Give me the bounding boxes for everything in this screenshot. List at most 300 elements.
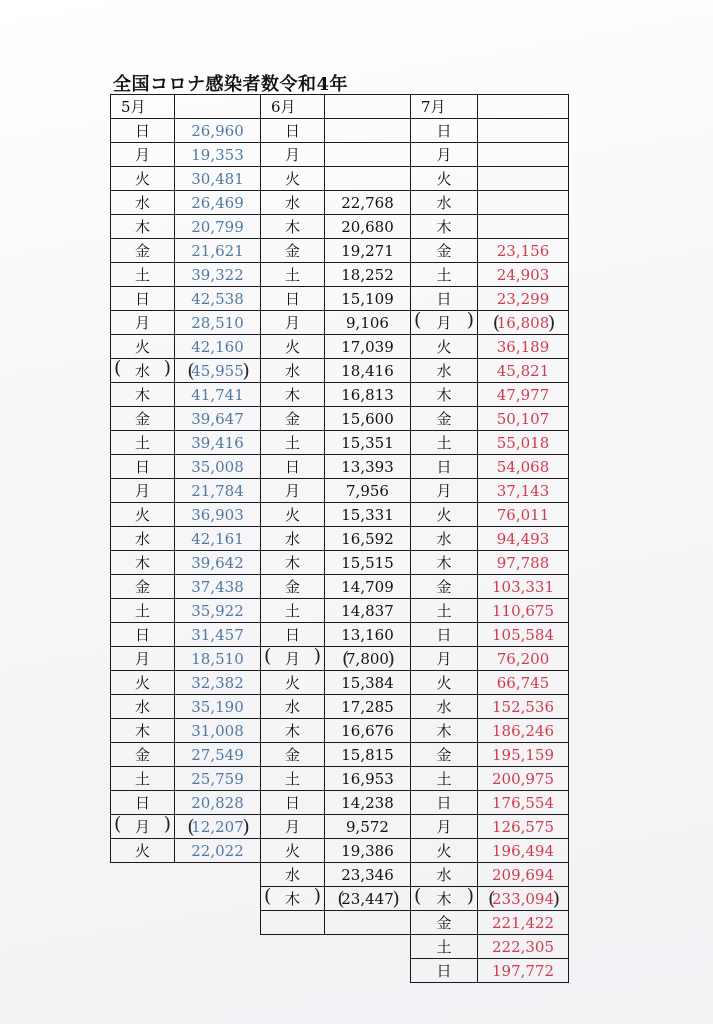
table-row [261, 191, 411, 215]
table-row [411, 503, 569, 527]
case-count-value: 222,305 [491, 937, 555, 956]
weekday-cell: 土 [261, 263, 325, 287]
case-count-value: 35,008 [191, 457, 244, 476]
weekday-cell: 日 [411, 119, 478, 143]
table-row [111, 263, 261, 287]
table-row [111, 815, 261, 839]
table-row [261, 743, 411, 767]
case-count-value: 16,953 [341, 769, 394, 788]
case-count-value: 39,416 [191, 433, 244, 452]
weekday-cell: 水 [111, 695, 175, 719]
weekday-cell: 日 [411, 287, 478, 311]
case-count-value: 41,741 [191, 385, 244, 404]
weekday-cell: 金 [411, 407, 478, 431]
table-row [111, 311, 261, 335]
table-row [411, 815, 569, 839]
case-count-cell [175, 743, 261, 767]
table-row [261, 383, 411, 407]
weekday-cell: 木 [111, 551, 175, 575]
table-row [111, 335, 261, 359]
case-count-cell [175, 263, 261, 287]
case-count-value: 9,572 [346, 817, 389, 836]
table-row [261, 791, 411, 815]
case-count-value: 152,536 [491, 697, 555, 716]
table-row [261, 863, 411, 887]
page-title: 全国コロナ感染者数令和4年 [113, 74, 349, 95]
weekday-cell: 金 [111, 743, 175, 767]
table-row [411, 551, 569, 575]
weekday-cell: 日 [411, 791, 478, 815]
case-count-value: 54,068 [496, 457, 550, 476]
table-row [411, 407, 569, 431]
case-count-value: 36,903 [191, 505, 244, 524]
case-count-cell [175, 527, 261, 551]
case-count-value: 186,246 [491, 721, 555, 740]
table-row [111, 479, 261, 503]
weekday-cell: 月 [261, 815, 325, 839]
case-count-cell [325, 767, 411, 791]
table-row [411, 119, 569, 143]
case-count-value: 105,584 [491, 625, 555, 644]
case-count-value: 110,675 [491, 601, 555, 620]
table-row [261, 215, 411, 239]
weekday-cell: ( 月 ) [411, 311, 478, 335]
table-row [411, 479, 569, 503]
table-row [411, 431, 569, 455]
case-count-value: 9,106 [346, 313, 389, 332]
case-count-value: 15,600 [341, 409, 394, 428]
case-count-cell [325, 791, 411, 815]
case-count-cell [325, 647, 411, 671]
july-header-row [411, 95, 569, 119]
case-count-value: 45,821 [496, 361, 550, 380]
case-count-cell [478, 263, 569, 287]
weekday-cell: 月 [411, 647, 478, 671]
weekday-cell: 月 [411, 143, 478, 167]
case-count-cell [478, 503, 569, 527]
table-row [261, 815, 411, 839]
case-count-cell [325, 527, 411, 551]
table-row [411, 767, 569, 791]
weekday-cell: 金 [111, 239, 175, 263]
case-count-value: 55,018 [496, 433, 550, 452]
table-row [111, 791, 261, 815]
weekday-cell: 土 [111, 767, 175, 791]
case-count-value: 14,238 [341, 793, 394, 812]
weekday-cell: 火 [111, 503, 175, 527]
case-count-value: 14,837 [341, 601, 394, 620]
case-count-value: 94,493 [496, 529, 550, 548]
weekday-cell: 土 [411, 767, 478, 791]
table-row [411, 215, 569, 239]
table-row [261, 839, 411, 863]
case-count-cell [478, 647, 569, 671]
case-count-value: 50,107 [496, 409, 550, 428]
table-row [411, 263, 569, 287]
case-count-cell [478, 719, 569, 743]
case-count-value: 23,346 [341, 865, 394, 884]
case-count-cell [175, 815, 261, 839]
case-count-value: 31,457 [191, 625, 244, 644]
case-count-cell [325, 575, 411, 599]
case-count-value: 19,353 [191, 145, 244, 164]
case-count-value: 37,143 [496, 481, 550, 500]
case-count-cell [325, 863, 411, 887]
case-count-cell [325, 431, 411, 455]
table-row [111, 599, 261, 623]
table-row [411, 623, 569, 647]
case-count-cell [478, 743, 569, 767]
case-count-cell [325, 287, 411, 311]
weekday-cell: ( 木 ) [411, 887, 478, 911]
weekday-cell: 木 [261, 719, 325, 743]
table-row [411, 863, 569, 887]
weekday-cell: 金 [261, 575, 325, 599]
case-count-value: 36,189 [496, 337, 550, 356]
weekday-cell: 日 [111, 791, 175, 815]
case-count-value: 15,351 [341, 433, 394, 452]
weekday-cell: 日 [261, 791, 325, 815]
case-count-cell [478, 839, 569, 863]
case-count-value: ( 233,094 ) [492, 890, 554, 908]
table-row [411, 887, 569, 911]
case-count-cell [175, 239, 261, 263]
weekday-cell: 火 [111, 335, 175, 359]
table-row [111, 623, 261, 647]
case-count-value: ( 12,207 ) [191, 818, 244, 836]
weekday-cell: 金 [411, 743, 478, 767]
case-count-value: 25,759 [191, 769, 244, 788]
weekday-cell: 土 [411, 935, 478, 959]
table-row [411, 743, 569, 767]
case-count-cell [175, 431, 261, 455]
case-count-cell [325, 335, 411, 359]
table-row [411, 791, 569, 815]
case-count-cell [325, 191, 411, 215]
table-row [111, 455, 261, 479]
july-table [410, 94, 569, 983]
case-count-value: 15,331 [341, 505, 394, 524]
weekday-cell: 水 [111, 191, 175, 215]
weekday-cell [261, 911, 325, 935]
table-row [111, 839, 261, 863]
weekday-cell: 月 [411, 479, 478, 503]
case-count-value: 42,161 [191, 529, 244, 548]
case-count-value: 195,159 [491, 745, 555, 764]
case-count-cell [478, 383, 569, 407]
case-count-value: 35,190 [191, 697, 244, 716]
june-header-row [261, 95, 411, 119]
table-row [261, 479, 411, 503]
weekday-cell: 日 [261, 455, 325, 479]
case-count-cell [325, 887, 411, 911]
case-count-value: 35,922 [191, 601, 244, 620]
case-count-cell [175, 143, 261, 167]
weekday-cell: 火 [411, 503, 478, 527]
table-row [111, 431, 261, 455]
weekday-cell: 木 [411, 551, 478, 575]
case-count-cell [478, 455, 569, 479]
weekday-cell: 月 [111, 143, 175, 167]
weekday-cell: 木 [411, 383, 478, 407]
case-count-cell [175, 671, 261, 695]
case-count-value: 176,554 [491, 793, 555, 812]
weekday-cell: 水 [261, 359, 325, 383]
weekday-cell: 日 [411, 623, 478, 647]
case-count-value: 16,813 [341, 385, 394, 404]
case-count-value: ( 45,955 ) [191, 362, 244, 380]
case-count-value: 126,575 [491, 817, 555, 836]
weekday-cell: 土 [261, 431, 325, 455]
case-count-cell [175, 407, 261, 431]
table-row [261, 119, 411, 143]
case-count-cell [175, 359, 261, 383]
may-header-row [111, 95, 261, 119]
case-count-cell [478, 311, 569, 335]
table-row [411, 839, 569, 863]
case-count-value: 20,799 [191, 217, 244, 236]
table-row [261, 647, 411, 671]
case-count-cell [325, 815, 411, 839]
case-count-cell [175, 791, 261, 815]
case-count-cell [478, 815, 569, 839]
case-count-cell [325, 599, 411, 623]
case-count-value: 24,903 [496, 265, 550, 284]
weekday-cell: ( 月 ) [261, 647, 325, 671]
case-count-cell [175, 551, 261, 575]
table-row [411, 575, 569, 599]
case-count-cell [478, 239, 569, 263]
case-count-cell [478, 119, 569, 143]
may-table [110, 94, 261, 863]
table-row [411, 647, 569, 671]
case-count-cell [175, 839, 261, 863]
case-count-value: 18,416 [341, 361, 394, 380]
case-count-value: 47,977 [496, 385, 550, 404]
weekday-cell: 金 [111, 407, 175, 431]
june-table [260, 94, 411, 935]
weekday-cell: 土 [111, 263, 175, 287]
case-count-cell [325, 215, 411, 239]
table-row [411, 695, 569, 719]
weekday-cell: 金 [261, 239, 325, 263]
table-row [411, 311, 569, 335]
weekday-cell: 日 [261, 623, 325, 647]
case-count-value: 42,538 [191, 289, 244, 308]
case-count-value: 39,647 [191, 409, 244, 428]
case-count-cell [175, 167, 261, 191]
table-row [261, 287, 411, 311]
case-count-cell [478, 167, 569, 191]
weekday-cell: 水 [261, 191, 325, 215]
table-row [111, 719, 261, 743]
case-count-value: 15,515 [341, 553, 394, 572]
table-row [111, 671, 261, 695]
weekday-cell: 木 [111, 215, 175, 239]
weekday-cell: 土 [261, 599, 325, 623]
table-row [411, 191, 569, 215]
case-count-value: 76,200 [496, 649, 550, 668]
case-count-value: 221,422 [491, 913, 555, 932]
case-count-value: 22,768 [341, 193, 394, 212]
case-count-cell [478, 527, 569, 551]
july-header-label: 7月 [411, 95, 478, 119]
table-row [261, 671, 411, 695]
table-row [111, 503, 261, 527]
case-count-cell [325, 263, 411, 287]
weekday-cell: 日 [111, 119, 175, 143]
weekday-cell: 土 [411, 431, 478, 455]
weekday-cell: 水 [411, 191, 478, 215]
case-count-value: 37,438 [191, 577, 244, 596]
weekday-cell: 日 [261, 119, 325, 143]
case-count-cell [325, 551, 411, 575]
case-count-value: 200,975 [491, 769, 555, 788]
case-count-value: 17,285 [341, 697, 394, 716]
weekday-cell: 火 [411, 839, 478, 863]
case-count-cell [175, 767, 261, 791]
case-count-value: 97,788 [496, 553, 550, 572]
weekday-cell: 金 [261, 743, 325, 767]
case-count-cell [478, 911, 569, 935]
case-count-value: 23,156 [496, 241, 550, 260]
table-row [111, 695, 261, 719]
case-count-cell [325, 911, 411, 935]
case-count-value: 23,299 [496, 289, 550, 308]
case-count-cell [325, 407, 411, 431]
case-count-value: 30,481 [191, 169, 244, 188]
case-count-value: 103,331 [491, 577, 555, 596]
table-row [411, 599, 569, 623]
weekday-cell: 水 [261, 527, 325, 551]
table-row [111, 743, 261, 767]
table-row [261, 551, 411, 575]
case-count-value: 13,393 [341, 457, 394, 476]
weekday-cell: 火 [261, 839, 325, 863]
weekday-cell: 月 [411, 815, 478, 839]
case-count-value: 19,386 [341, 841, 394, 860]
case-count-cell [175, 695, 261, 719]
weekday-cell: 土 [111, 599, 175, 623]
case-count-value: 42,160 [191, 337, 244, 356]
table-row [111, 191, 261, 215]
case-count-value: 21,621 [191, 241, 244, 260]
case-count-cell [478, 359, 569, 383]
case-count-cell [175, 383, 261, 407]
table-row [261, 311, 411, 335]
case-count-value: 26,469 [191, 193, 244, 212]
june-header-label: 6月 [261, 95, 325, 119]
case-count-cell [478, 791, 569, 815]
case-count-cell [175, 623, 261, 647]
case-count-cell [325, 623, 411, 647]
case-count-value: 21,784 [191, 481, 244, 500]
may-header-blank [175, 95, 261, 119]
weekday-cell: 月 [111, 311, 175, 335]
case-count-cell [175, 191, 261, 215]
table-row [261, 767, 411, 791]
weekday-cell: 木 [261, 383, 325, 407]
case-count-value: 28,510 [191, 313, 244, 332]
table-row [111, 647, 261, 671]
case-count-cell [325, 359, 411, 383]
case-count-cell [325, 119, 411, 143]
weekday-cell: 水 [261, 695, 325, 719]
weekday-cell: 火 [261, 671, 325, 695]
case-count-value: 31,008 [191, 721, 244, 740]
weekday-cell: 日 [411, 455, 478, 479]
case-count-cell [325, 167, 411, 191]
weekday-cell: 日 [261, 287, 325, 311]
case-count-value: 26,960 [191, 121, 244, 140]
table-row [411, 719, 569, 743]
weekday-cell: 火 [111, 671, 175, 695]
table-row [411, 527, 569, 551]
weekday-cell: 火 [411, 335, 478, 359]
table-row [411, 383, 569, 407]
case-count-cell [478, 575, 569, 599]
weekday-cell: 火 [411, 167, 478, 191]
case-count-cell [478, 887, 569, 911]
case-count-value: 196,494 [491, 841, 555, 860]
weekday-cell: 金 [111, 575, 175, 599]
weekday-cell: 火 [261, 503, 325, 527]
weekday-cell: 日 [111, 287, 175, 311]
table-row [111, 215, 261, 239]
table-row [261, 359, 411, 383]
weekday-cell: 火 [411, 671, 478, 695]
weekday-cell: 土 [261, 767, 325, 791]
case-count-value: ( 7,800 ) [346, 650, 389, 668]
case-count-cell [478, 287, 569, 311]
table-row [411, 455, 569, 479]
case-count-value: 197,772 [491, 961, 555, 980]
case-count-cell [478, 599, 569, 623]
weekday-cell: 月 [111, 647, 175, 671]
table-row [261, 167, 411, 191]
case-count-value: 18,252 [341, 265, 394, 284]
table-row [261, 623, 411, 647]
case-count-cell [175, 479, 261, 503]
case-count-cell [325, 383, 411, 407]
case-count-value: 14,709 [341, 577, 394, 596]
weekday-cell: 木 [411, 215, 478, 239]
case-count-cell [175, 503, 261, 527]
case-count-cell [478, 215, 569, 239]
weekday-cell: 金 [261, 407, 325, 431]
table-row [111, 143, 261, 167]
weekday-cell: 土 [411, 263, 478, 287]
weekday-cell: 金 [411, 575, 478, 599]
june-header-blank [325, 95, 411, 119]
case-count-value: 27,549 [191, 745, 244, 764]
may-header-label: 5月 [111, 95, 175, 119]
table-row [411, 287, 569, 311]
case-count-cell [478, 479, 569, 503]
table-row [261, 527, 411, 551]
weekday-cell: 火 [261, 167, 325, 191]
case-count-cell [175, 311, 261, 335]
weekday-cell: 月 [261, 143, 325, 167]
weekday-cell: 水 [111, 527, 175, 551]
table-row [111, 359, 261, 383]
case-count-value: 15,109 [341, 289, 394, 308]
weekday-cell: 火 [111, 839, 175, 863]
case-count-cell [175, 215, 261, 239]
weekday-cell: 日 [111, 455, 175, 479]
case-count-cell [175, 575, 261, 599]
case-count-cell [478, 671, 569, 695]
